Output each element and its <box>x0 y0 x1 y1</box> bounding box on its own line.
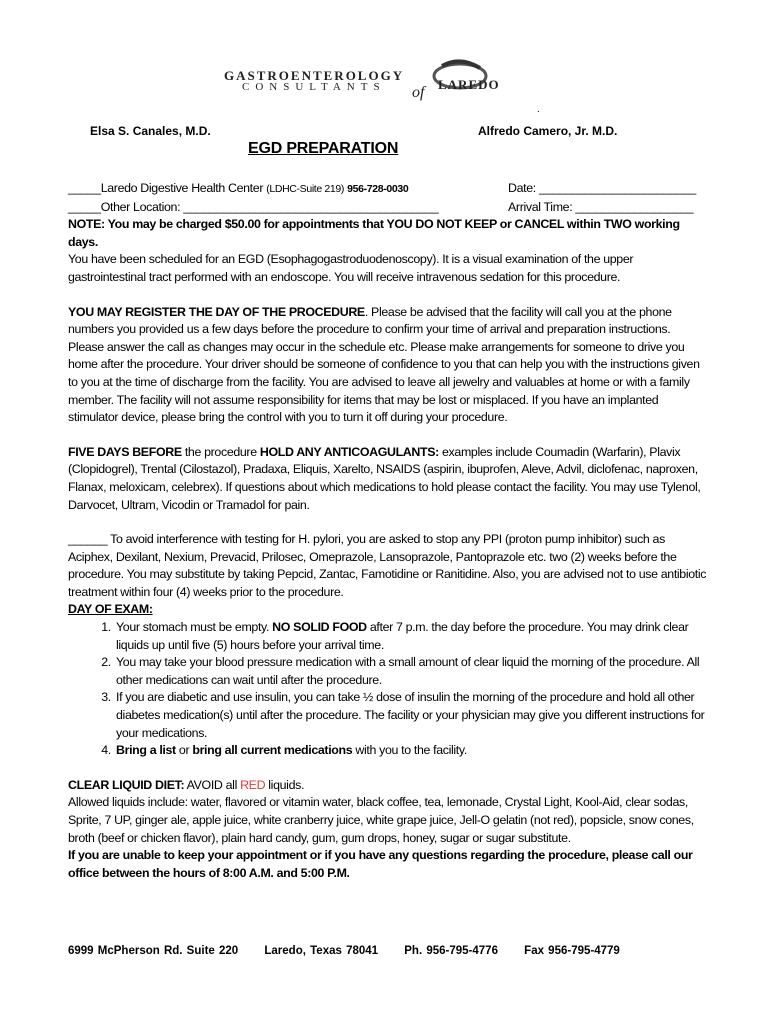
item1-text-a: Your stomach must be empty. <box>116 620 273 635</box>
document-body <box>68 180 708 882</box>
register-heading: YOU MAY REGISTER THE DAY OF THE PROCEDURE <box>68 304 365 319</box>
logo-of: of <box>412 84 425 101</box>
practice-logo <box>220 58 520 108</box>
location-row <box>68 180 708 199</box>
location-ldhc <box>68 180 408 199</box>
item4-or: or <box>175 743 193 758</box>
list-item: 2. You may take your blood pressure medication with a small amount of clear liquid the morning of the procedure. All other medications can wait until after the procedure. <box>114 654 708 689</box>
location-phone: 956-728-0030 <box>347 183 409 195</box>
footer-phone: Ph. 956-795-4776 <box>404 945 498 957</box>
arrival-time-field: Arrival Time: __________________ <box>508 199 694 214</box>
footer-city: Laredo, Texas 78041 <box>264 945 379 957</box>
doctor-right: Alfredo Camero, Jr. M.D. <box>478 124 618 138</box>
list-item <box>114 619 708 654</box>
day-of-exam-heading: DAY OF EXAM: <box>68 602 153 617</box>
bring-a-list: Bring a list <box>116 743 176 758</box>
register-paragraph <box>68 304 708 427</box>
list-item <box>114 742 708 760</box>
doctor-left: Elsa S. Canales, M.D. <box>90 124 211 138</box>
footer-address: 6999 McPherson Rd. Suite 220 <box>68 945 239 957</box>
pylori-paragraph: ______ To avoid interference with testing for H. pylori, you are asked to stop any PPI (proton pump inhibitor) such as Aciphex, Dexilant, Nexium, Prevacid, Prilosec, Omeprazole, Lansoprazole, Pantoprazole etc. two (2) weeks before the procedure. You may substitute by taking Pepcid, Zantac, Famotidine or Ranitidine. Also, you are advised not to use antibiotic treatment within four (4) weeks prior to the procedure. <box>68 532 707 599</box>
five-days-mid: the procedure <box>181 444 260 459</box>
other-location-row <box>68 199 708 217</box>
other-location-field: _____Other Location: _______________________________________ <box>68 199 439 214</box>
five-days-heading: FIVE DAYS BEFORE <box>68 444 182 459</box>
logo-consultants: CONSULTANTS <box>242 81 386 93</box>
header-dot: . <box>537 104 540 115</box>
clear-liquid-liquids: liquids. <box>265 777 305 792</box>
logo-laredo: LAREDO <box>438 77 500 92</box>
day-of-exam-list <box>68 619 708 760</box>
location-center: Laredo Digestive Health Center <box>100 181 264 195</box>
logo-gastroenterology: GASTROENTEROLOGY <box>224 68 405 83</box>
date-field: Date: ________________________ <box>508 181 696 195</box>
allowed-liquids: Allowed liquids include: water, flavored or vitamin water, black coffee, tea, lemonade, Crystal Light, Kool-Aid, clear sodas, Sprite, 7 UP, ginger ale, apple juice, white cranberry juice, white grape juice, Jell-O gelatin (not red), popsicle, snow cones, broth (beef or chicken flavor), plain hard candy, gum, gum drops, honey, sugar or sugar substitute. <box>68 795 694 845</box>
footer <box>68 945 642 957</box>
intro-paragraph: You have been scheduled for an EGD (Esophagogastroduodenoscopy). It is a visual examination of the upper gastrointestinal tract performed with an endoscope. You will receive intravenous sedation for this procedure. <box>68 252 634 284</box>
five-days-text: examples include Coumadin (Warfarin), Plavix (Clopidogrel), Trental (Cilostazol), Pradaxa, Eliquis, Xarelto, NSAIDS (aspirin, ibuprofen, Aleve, Advil, diclofenac, naproxen, Flanax, meloxicam, celebrex). If questions about which medications to hold please contact the facility. You may use Tylenol, Darvocet, Ultram, Vicodin or Tramadol for pain. <box>68 444 701 512</box>
clear-liquid-avoid: AVOID all <box>184 777 241 792</box>
hold-anticoagulants: HOLD ANY ANTICOAGULANTS: <box>259 444 439 459</box>
five-days-paragraph <box>68 444 708 514</box>
page-title: EGD PREPARATION <box>248 140 399 157</box>
red-word: RED <box>240 777 266 792</box>
clear-liquid-heading: CLEAR LIQUID DIET: <box>68 777 185 792</box>
list-item: 3. If you are diabetic and use insulin, you can take ½ dose of insulin the morning of the procedure and hold all other diabetes medication(s) until after the procedure. The facility or your physician may give you different instructions for your medications. <box>114 689 708 742</box>
item1-text-c: after 7 p.m. the day before the procedure. You may drink clear liquids up until five (5) hours before your arrival time. <box>116 620 689 652</box>
register-text: . Please be advised that the facility will call you at the phone numbers you provided us a few days before the procedure to confirm your time of arrival and preparation instructions. Please answer the call as changes may occur in the schedule etc. Please make arrangements for someone to drive you home after the procedure. Your driver should be someone of confidence to you that can help you with the instructions given to you at the time of discharge from the facility. You are advised to leave all jewelry and valuables at home or with a family member. The facility will not assume responsibility for items that may be lost or misplaced. If you have an implanted stimulator device, please bring the control with you to turn it off during your procedure. <box>68 304 700 425</box>
item4-tail: with you to the facility. <box>352 743 467 758</box>
location-blank: _____ <box>68 181 101 195</box>
cancellation-note: NOTE: You may be charged $50.00 for appointments that YOU DO NOT KEEP or CANCEL within TWO working days. <box>68 217 680 249</box>
contact-note: If you are unable to keep your appointment or if you have any questions regarding the procedure, please call our office between the hours of 8:00 A.M. and 5:00 P.M. <box>68 848 693 880</box>
no-solid-food: NO SOLID FOOD <box>272 620 367 635</box>
clear-liquid-line <box>68 777 708 795</box>
bring-medications: bring all current medications <box>192 743 353 758</box>
location-suite: (LDHC-Suite 219) <box>266 183 345 195</box>
footer-fax: Fax 956-795-4779 <box>524 945 620 957</box>
